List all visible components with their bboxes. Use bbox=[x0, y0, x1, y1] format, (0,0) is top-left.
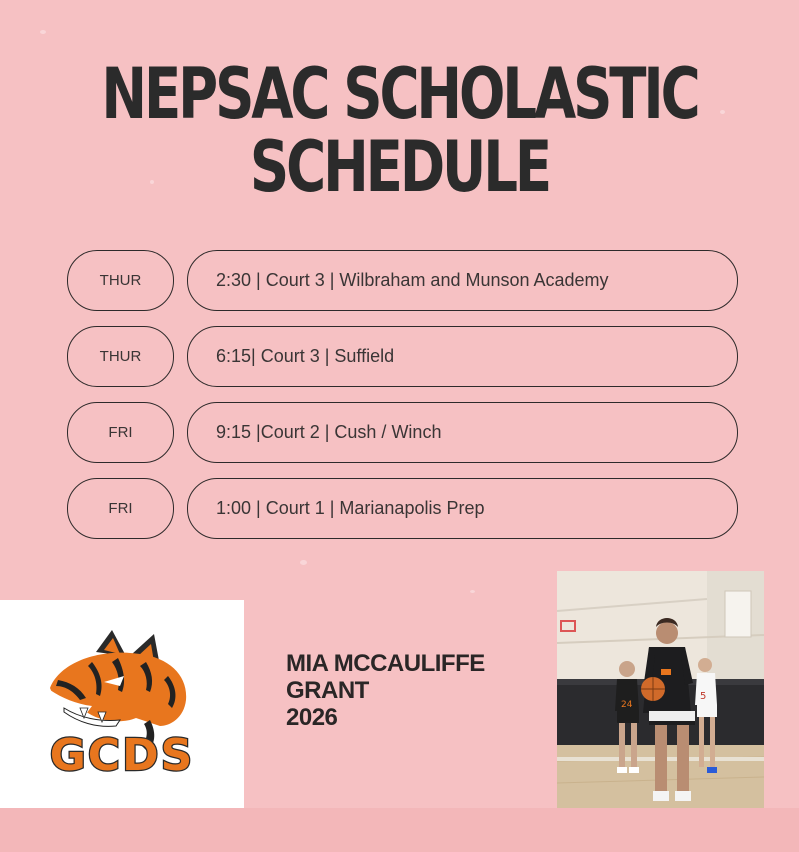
background-speck bbox=[470, 590, 475, 593]
background-speck bbox=[720, 110, 725, 114]
title-line-2: SCHEDULE bbox=[249, 126, 550, 208]
schedule-day-pill: FRI bbox=[67, 478, 174, 539]
page-title bbox=[88, 53, 711, 208]
background-speck bbox=[300, 560, 307, 565]
gcds-logo-text: GCDS bbox=[49, 730, 195, 781]
jersey-number-left: 24 bbox=[621, 700, 633, 710]
schedule-day-pill: FRI bbox=[67, 402, 174, 463]
schedule-day-pill: THUR bbox=[67, 326, 174, 387]
player-info bbox=[286, 650, 485, 731]
schedule-detail-pill: 6:15| Court 3 | Suffield bbox=[187, 326, 738, 387]
schedule-detail-pill: 2:30 | Court 3 | Wilbraham and Munson Academy bbox=[187, 250, 738, 311]
player-name-line-1: MIA MCCAULIFFE bbox=[286, 650, 485, 677]
jersey-number-right: 5 bbox=[700, 691, 707, 702]
title-line-1: NEPSAC SCHOLASTIC bbox=[101, 53, 698, 135]
background-speck bbox=[40, 30, 46, 34]
schedule-detail-pill: 9:15 |Court 2 | Cush / Winch bbox=[187, 402, 738, 463]
schedule-day-pill: THUR bbox=[67, 250, 174, 311]
gcds-logo-card bbox=[0, 600, 244, 809]
player-name-line-2: GRANT bbox=[286, 677, 369, 704]
schedule-detail-pill: 1:00 | Court 1 | Marianapolis Prep bbox=[187, 478, 738, 539]
footer-band bbox=[0, 808, 799, 852]
player-photo bbox=[557, 571, 764, 809]
basketball-photo-image bbox=[557, 571, 764, 809]
player-class-year: 2026 bbox=[286, 704, 338, 731]
